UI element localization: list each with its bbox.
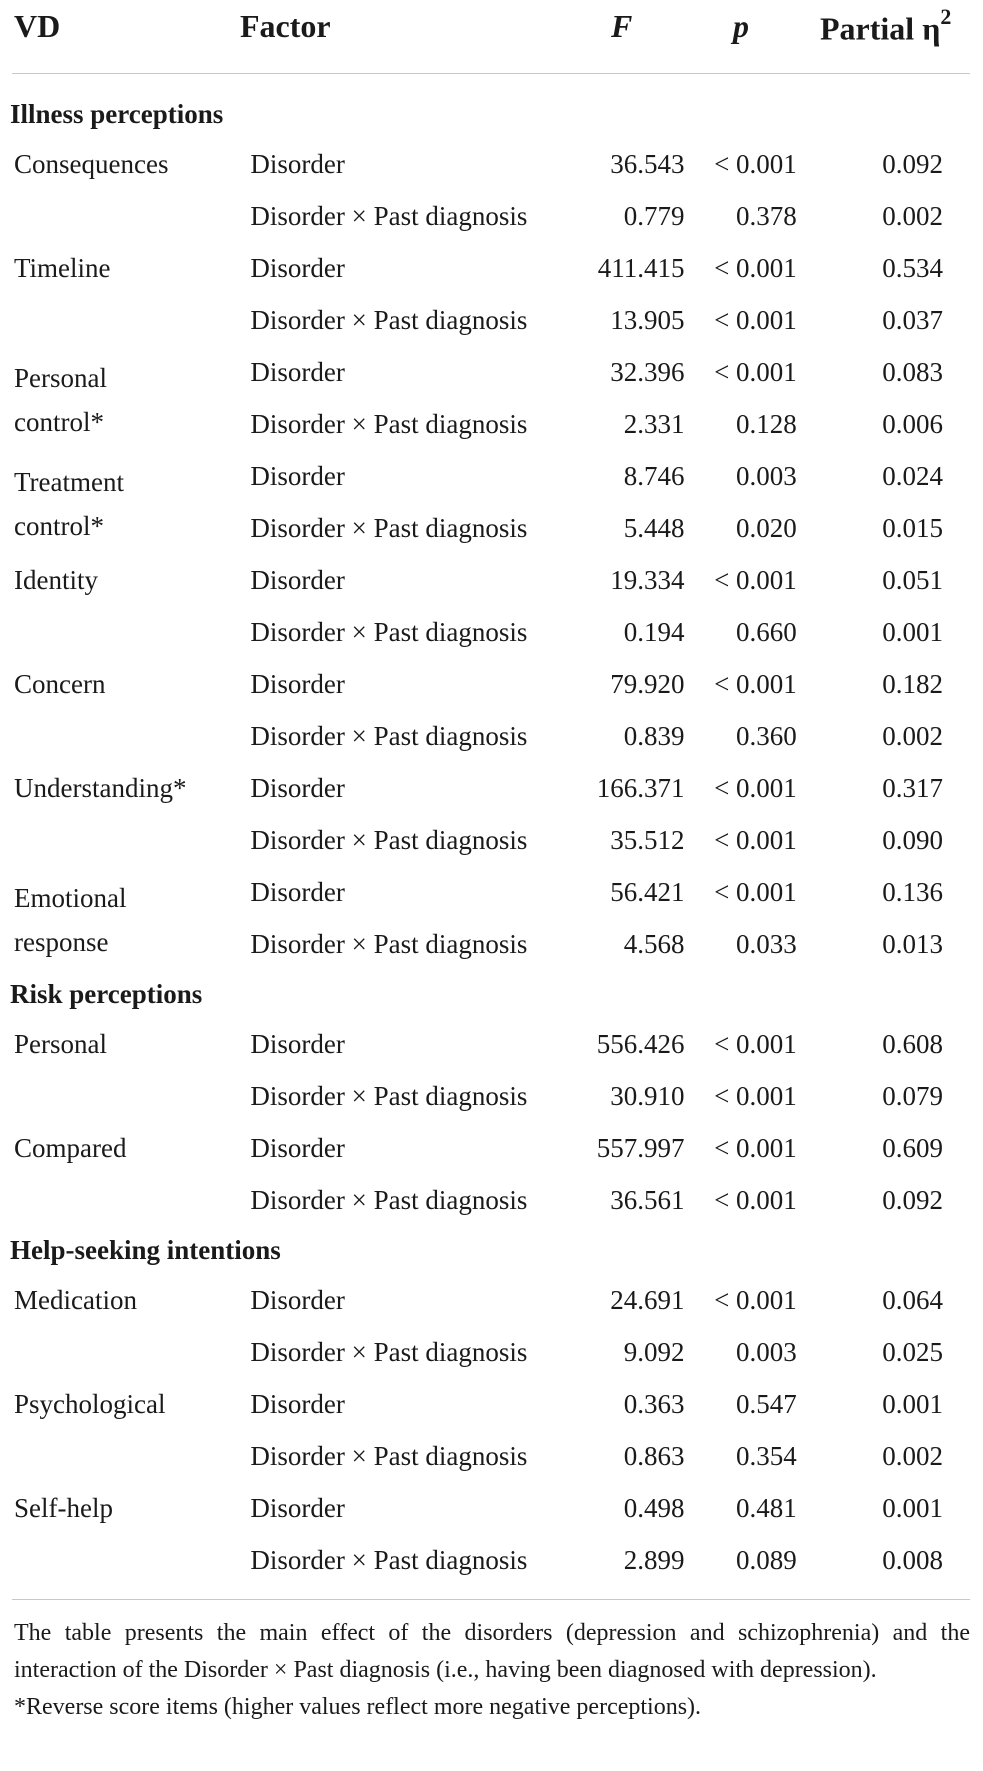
- cell-f: 19.334: [610, 564, 685, 595]
- cell-factor: Disorder × Past diagnosis: [250, 1080, 528, 1111]
- cell-f: 0.363: [623, 1388, 685, 1419]
- cell-p: < 0.001: [714, 564, 797, 595]
- cell-factor: Disorder: [250, 668, 345, 699]
- cell-factor: Disorder × Past diagnosis: [250, 1544, 528, 1575]
- cell-f: 0.863: [623, 1440, 685, 1471]
- cell-p: < 0.001: [714, 1132, 797, 1163]
- cell-vd: [0, 710, 250, 762]
- cell-vd: [0, 1430, 250, 1482]
- cell-f: 0.194: [623, 616, 685, 647]
- cell-partial-eta: 0.037: [882, 304, 943, 335]
- cell-partial-eta: 0.006: [882, 408, 943, 439]
- table-row: [0, 762, 983, 814]
- table-row: [0, 710, 983, 762]
- cell-factor: Disorder: [250, 772, 345, 803]
- table-row: [0, 1534, 983, 1586]
- cell-factor: Disorder: [250, 1028, 345, 1059]
- section-header-row: [0, 1226, 983, 1274]
- cell-p: < 0.001: [714, 772, 797, 803]
- cell-partial-eta: 0.002: [882, 200, 943, 231]
- cell-vd: [0, 1326, 250, 1378]
- cell-p: < 0.001: [714, 668, 797, 699]
- cell-p: 0.660: [736, 616, 797, 647]
- cell-factor: Disorder: [250, 1492, 345, 1523]
- cell-vd: Consequences: [14, 148, 169, 179]
- cell-f: 36.561: [610, 1184, 685, 1215]
- table-row: [0, 242, 983, 294]
- cell-p: < 0.001: [714, 824, 797, 855]
- table-row: [0, 1174, 983, 1226]
- table-body: [0, 90, 983, 1586]
- cell-vd: [0, 1070, 250, 1122]
- cell-p: < 0.001: [714, 1080, 797, 1111]
- cell-vd: [0, 814, 250, 866]
- cell-factor: Disorder: [250, 1132, 345, 1163]
- cell-p: 0.354: [736, 1440, 797, 1471]
- section-title: Help-seeking intentions: [10, 1234, 281, 1265]
- cell-p: < 0.001: [714, 304, 797, 335]
- table-row: [0, 1326, 983, 1378]
- cell-vd: Self-help: [14, 1492, 113, 1523]
- cell-f: 8.746: [623, 460, 685, 491]
- cell-f: 36.543: [610, 148, 685, 179]
- cell-partial-eta: 0.092: [882, 148, 943, 179]
- cell-vd: [0, 606, 250, 658]
- cell-factor: Disorder × Past diagnosis: [250, 512, 528, 543]
- table-row: [0, 450, 983, 502]
- cell-p: < 0.001: [714, 1184, 797, 1215]
- cell-p: < 0.001: [714, 252, 797, 283]
- cell-partial-eta: 0.090: [882, 824, 943, 855]
- cell-partial-eta: 0.015: [882, 512, 943, 543]
- cell-partial-eta: 0.051: [882, 564, 943, 595]
- cell-p: 0.547: [736, 1388, 797, 1419]
- cell-f: 411.415: [597, 252, 685, 283]
- header-rule: [12, 73, 970, 74]
- cell-partial-eta: 0.064: [882, 1284, 943, 1315]
- cell-factor: Disorder × Past diagnosis: [250, 1336, 528, 1367]
- section-title: Illness perceptions: [10, 98, 224, 129]
- cell-vd: Treatment control*: [14, 467, 124, 541]
- cell-partial-eta: 0.001: [882, 616, 943, 647]
- table-row: [0, 606, 983, 658]
- cell-vd: [0, 294, 250, 346]
- cell-factor: Disorder × Past diagnosis: [250, 1440, 528, 1471]
- cell-vd: Compared: [14, 1132, 127, 1163]
- cell-p: 0.003: [736, 460, 797, 491]
- table-row: [0, 138, 983, 190]
- note-main: The table presents the main effect of the disorders (depression and schizophrenia) and the interaction of the Disorder × Past diagnosis (i.e., having been diagnosed with depression).: [14, 1620, 970, 1683]
- cell-factor: Disorder × Past diagnosis: [250, 1184, 528, 1215]
- table-row: [0, 1122, 983, 1174]
- cell-partial-eta: 0.317: [882, 772, 943, 803]
- cell-partial-eta: 0.001: [882, 1492, 943, 1523]
- cell-partial-eta: 0.013: [882, 928, 943, 959]
- cell-factor: Disorder × Past diagnosis: [250, 616, 528, 647]
- cell-f: 35.512: [610, 824, 685, 855]
- header-vd: VD: [14, 8, 61, 44]
- cell-partial-eta: 0.001: [882, 1388, 943, 1419]
- cell-f: 0.779: [623, 200, 685, 231]
- note-reverse-score: *Reverse score items (higher values reflect more negative perceptions).: [14, 1694, 702, 1720]
- cell-f: 0.498: [623, 1492, 685, 1523]
- table-row: [0, 658, 983, 710]
- cell-factor: Disorder × Past diagnosis: [250, 720, 528, 751]
- section-title: Risk perceptions: [10, 978, 203, 1009]
- table-row: [0, 1378, 983, 1430]
- table-row: [0, 866, 983, 918]
- cell-f: 4.568: [623, 928, 685, 959]
- cell-vd: Timeline: [14, 252, 111, 283]
- cell-vd: Personal: [14, 1028, 107, 1059]
- cell-vd: Emotional response: [14, 883, 127, 957]
- cell-partial-eta: 0.092: [882, 1184, 943, 1215]
- cell-p: 0.020: [736, 512, 797, 543]
- table-header: [0, 0, 983, 72]
- cell-partial-eta: 0.136: [882, 876, 943, 907]
- cell-vd: [0, 1174, 250, 1226]
- cell-vd: Psychological: [14, 1388, 166, 1419]
- cell-f: 2.331: [623, 408, 685, 439]
- cell-vd: Understanding*: [14, 772, 187, 803]
- cell-p: 0.033: [736, 928, 797, 959]
- table-row: [0, 346, 983, 398]
- table-notes: [14, 1615, 970, 1726]
- cell-f: 166.371: [596, 772, 685, 803]
- header-f: F: [611, 8, 633, 44]
- cell-f: 79.920: [610, 668, 685, 699]
- table-row: [0, 1482, 983, 1534]
- table-row: [0, 1018, 983, 1070]
- cell-p: 0.089: [736, 1544, 797, 1575]
- cell-factor: Disorder: [250, 1284, 345, 1315]
- table-row: [0, 814, 983, 866]
- cell-factor: Disorder: [250, 252, 345, 283]
- cell-vd: Identity: [14, 564, 98, 595]
- cell-p: < 0.001: [714, 356, 797, 387]
- cell-partial-eta: 0.609: [882, 1132, 943, 1163]
- table-row: [0, 1070, 983, 1122]
- cell-f: 2.899: [623, 1544, 685, 1575]
- cell-factor: Disorder × Past diagnosis: [250, 200, 528, 231]
- header-partial-eta: [820, 4, 952, 48]
- cell-vd: [0, 1534, 250, 1586]
- cell-p: < 0.001: [714, 1284, 797, 1315]
- table-row: [0, 1274, 983, 1326]
- cell-partial-eta: 0.083: [882, 356, 943, 387]
- cell-f: 9.092: [623, 1336, 685, 1367]
- cell-factor: Disorder: [250, 564, 345, 595]
- cell-p: 0.128: [736, 408, 797, 439]
- cell-f: 556.426: [596, 1028, 685, 1059]
- cell-partial-eta: 0.534: [882, 252, 943, 283]
- cell-partial-eta: 0.025: [882, 1336, 943, 1367]
- footer-rule: [12, 1599, 970, 1600]
- cell-f: 56.421: [610, 876, 685, 907]
- cell-f: 32.396: [610, 356, 685, 387]
- cell-p: < 0.001: [714, 148, 797, 179]
- results-table: [0, 90, 983, 1586]
- cell-partial-eta: 0.608: [882, 1028, 943, 1059]
- cell-p: 0.481: [736, 1492, 797, 1523]
- cell-vd: Medication: [14, 1284, 137, 1315]
- cell-factor: Disorder × Past diagnosis: [250, 824, 528, 855]
- cell-factor: Disorder × Past diagnosis: [250, 304, 528, 335]
- header-eta-superscript: 2: [940, 4, 952, 29]
- cell-partial-eta: 0.182: [882, 668, 943, 699]
- table-row: [0, 294, 983, 346]
- cell-f: 0.839: [623, 720, 685, 751]
- cell-factor: Disorder: [250, 356, 345, 387]
- cell-factor: Disorder: [250, 1388, 345, 1419]
- section-header-row: [0, 90, 983, 138]
- cell-f: 30.910: [610, 1080, 685, 1111]
- cell-partial-eta: 0.079: [882, 1080, 943, 1111]
- cell-vd: Concern: [14, 668, 106, 699]
- header-p: p: [733, 8, 749, 44]
- cell-p: < 0.001: [714, 876, 797, 907]
- cell-vd: [0, 190, 250, 242]
- cell-factor: Disorder: [250, 460, 345, 491]
- table-row: [0, 554, 983, 606]
- header-factor: Factor: [240, 8, 331, 44]
- cell-partial-eta: 0.002: [882, 1440, 943, 1471]
- cell-vd: Personal control*: [14, 363, 107, 437]
- section-header-row: [0, 970, 983, 1018]
- cell-factor: Disorder × Past diagnosis: [250, 928, 528, 959]
- table-row: [0, 190, 983, 242]
- cell-f: 13.905: [610, 304, 685, 335]
- cell-factor: Disorder × Past diagnosis: [250, 408, 528, 439]
- table-row: [0, 1430, 983, 1482]
- cell-f: 557.997: [596, 1132, 685, 1163]
- cell-p: 0.360: [736, 720, 797, 751]
- cell-f: 24.691: [610, 1284, 685, 1315]
- cell-partial-eta: 0.008: [882, 1544, 943, 1575]
- cell-partial-eta: 0.024: [882, 460, 943, 491]
- header-eta-label: Partial η: [820, 10, 941, 47]
- cell-p: 0.378: [736, 200, 797, 231]
- cell-p: < 0.001: [714, 1028, 797, 1059]
- cell-f: 5.448: [623, 512, 685, 543]
- cell-p: 0.003: [736, 1336, 797, 1367]
- cell-partial-eta: 0.002: [882, 720, 943, 751]
- cell-factor: Disorder: [250, 876, 345, 907]
- cell-factor: Disorder: [250, 148, 345, 179]
